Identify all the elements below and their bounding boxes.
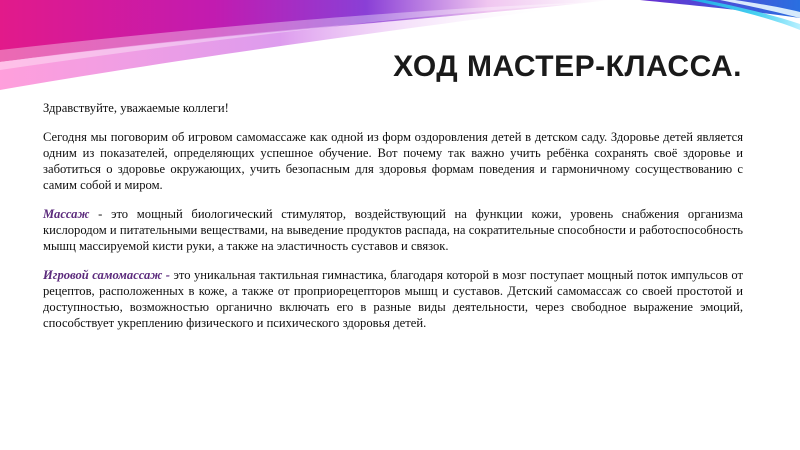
- greeting-text: Здравствуйте, уважаемые коллеги!: [43, 101, 229, 115]
- self-massage-term: Игровой самомассаж -: [43, 268, 171, 282]
- self-massage-paragraph: [43, 267, 743, 331]
- slide-body: [43, 100, 743, 344]
- massage-definition: - это мощный биологический стимулятор, воздействующий на функции кожи, уровень снабжения организма кислородом и питательными веществами, на выведение продуктов распада, на сократительные способности и работоспособность мышц массируемой кисти руки, а также на эластичность суставов и связок.: [43, 207, 743, 253]
- massage-paragraph: [43, 206, 743, 254]
- self-massage-definition: это уникальная тактильная гимнастика, благодаря которой в мозг поступает мощный поток импульсов от рецептов, расположенных в коже, а также от проприорецепторов мышц и суставов. Детский самомассаж со своей простотой и доступностью, возможностью органично включать его в разные виды деятельности, через свободное выражение эмоций, способствует укреплению физического и психического здоровья детей.: [43, 268, 743, 330]
- slide-title: ХОД МАСТЕР-КЛАССА.: [393, 50, 742, 83]
- intro-paragraph: Сегодня мы поговорим об игровом самомассаже как одной из форм оздоровления детей в детском саду. Здоровье детей является одним из показателей, определяющих успешное обучение. Вот почему так важно учить ребёнка сохранять своё здоровье и заботиться о здоровье окружающих, учить безопасным для здоровья формам поведения и гармоничному сосуществованию с самим собой и миром.: [43, 130, 743, 192]
- massage-term: Массаж: [43, 207, 90, 221]
